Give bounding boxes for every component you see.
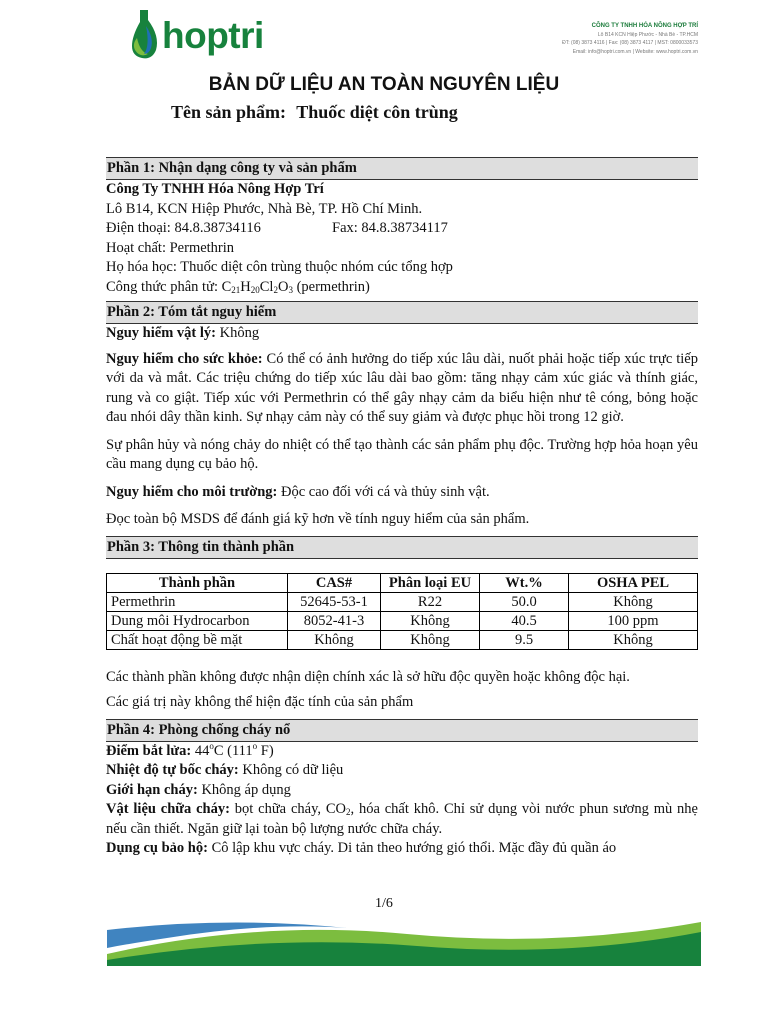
protective-equipment: Dụng cụ bảo hộ: Cô lập khu vực cháy. Di tản theo hướng gió thổi. Mặc đầy đủ quần áo xyxy=(106,840,617,856)
extinguishing-media: Vật liệu chữa cháy: bọt chữa cháy, $CO_2$, hóa chất khô. Chỉ sử dụng vòi nước phun sương mù nhẹ nếu cần thiết. Ngăn giữ lại toàn bộ lượng nước chữa cháy. xyxy=(106,801,698,837)
table-cell: Permethrin xyxy=(107,592,288,611)
company-name-header: CÔNG TY TNHH HÓA NÔNG HỢP TRÍ xyxy=(591,23,698,29)
section-3-heading: Phần 3: Thông tin thành phần xyxy=(106,536,698,559)
flash-point: Điểm bắt lửa: 44$^o$C (111$^o$ F) xyxy=(106,740,274,759)
table-cell: 9.5 xyxy=(480,630,569,649)
molecular-formula: Công thức phân tử: $C_{21}H_{20}Cl_2O_3$ (permethrin) xyxy=(106,278,370,295)
document-title: BẢN DỮ LIỆU AN TOÀN NGUYÊN LIỆU xyxy=(208,74,560,95)
section-4-heading: Phần 4: Phòng chống cháy nổ xyxy=(106,719,698,742)
table-cell: Không xyxy=(569,592,698,611)
table-cell: 8052-41-3 xyxy=(288,611,381,630)
company-email-header: Email: info@hoptri.com.vn | Website: www.hoptri.com.vn xyxy=(572,48,698,55)
table-cell: Không xyxy=(569,630,698,649)
hoptri-logo xyxy=(126,8,296,64)
company-name: Công Ty TNHH Hóa Nông Hợp Trí xyxy=(106,181,324,197)
company-address: Lô B14, KCN Hiệp Phước, Nhà Bè, TP. Hồ Chí Minh. xyxy=(106,200,423,217)
fax-text: Fax: 84.8.38734117 xyxy=(332,220,448,236)
decomposition-text: Sự phân hủy và nóng chảy do nhiệt có thể tạo thành các sản phẩm phụ độc. Trường hợp hỏa hoạn yêu cầu mang dụng cụ bảo hộ. xyxy=(106,436,698,472)
chemical-family: Họ hóa học: Thuốc diệt côn trùng thuộc nhóm cúc tổng hợp xyxy=(106,259,453,275)
company-contact-block xyxy=(498,22,698,56)
phone-text: Điện thoại: 84.8.38734116 xyxy=(106,220,261,236)
physical-hazard: Nguy hiểm vật lý: Không xyxy=(106,325,260,341)
table-cell: Dung môi Hydrocarbon xyxy=(107,611,288,630)
product-label: Tên sản phẩm: xyxy=(171,102,287,122)
column-header: CAS# xyxy=(288,573,381,592)
flammable-limits: Giới hạn cháy: Không áp dụng xyxy=(106,781,291,798)
document-body xyxy=(106,157,698,859)
table-cell: Không xyxy=(381,611,480,630)
table-row xyxy=(107,592,698,611)
product-name: Thuốc diệt côn trùng xyxy=(296,102,458,122)
column-header: Wt.% xyxy=(480,573,569,592)
column-header: Thành phần xyxy=(107,573,288,592)
table-row xyxy=(107,611,698,630)
environment-hazard: Nguy hiểm cho môi trường: Độc cao đối với cá và thủy sinh vật. xyxy=(106,483,490,500)
table-cell: 50.0 xyxy=(480,592,569,611)
read-msds-text: Đọc toàn bộ MSDS để đánh giá kỹ hơn về tính nguy hiểm của sản phẩm. xyxy=(106,511,530,527)
table-cell: Chất hoạt động bề mặt xyxy=(107,630,288,649)
column-header: Phân loại EU xyxy=(381,573,480,592)
logo-wordmark: hoptri xyxy=(162,15,264,56)
company-phone-header: ĐT: (08) 3873 4116 | Fax: (08) 3873 4117 | MST: 0800033573 xyxy=(562,40,698,46)
flask-drop-icon xyxy=(126,8,166,64)
composition-table xyxy=(106,573,698,650)
table-cell: 40.5 xyxy=(480,611,569,630)
table-cell: 52645-53-1 xyxy=(288,592,381,611)
health-hazard: Nguy hiểm cho sức khỏe: Có thể có ảnh hưởng do tiếp xúc lâu dài, nuốt phải hoặc tiếp xúc trực tiếp với da và mắt. Các triệu chứng do tiếp xúc lâu dài bao gồm: tăng nhạy cảm xúc giác và thính giác, rung và co giật. Tiếp xúc với Permethrin có thể gây nhạy cảm da biểu hiện như tê cóng, bỏng hoặc đau nhói dây thần kinh. Sự nhạy cảm này có thể suy giảm và được phục hồi trong 12 giờ. xyxy=(106,350,698,425)
autoignition: Nhiệt độ tự bốc cháy: Không có dữ liệu xyxy=(106,762,344,778)
composition-note-2: Các giá trị này không thể hiện đặc tính của sản phẩm xyxy=(106,694,414,710)
page-number: 1/6 xyxy=(375,896,393,911)
section-2-heading: Phần 2: Tóm tắt nguy hiểm xyxy=(106,301,698,324)
company-address-header: Lô B14 KCN Hiệp Phước - Nhà Bè - TP.HCM xyxy=(597,31,698,38)
table-cell: Không xyxy=(288,630,381,649)
composition-note-1: Các thành phần không được nhận diện chính xác là sở hữu độc quyền hoặc không độc hại. xyxy=(106,668,630,685)
table-cell: R22 xyxy=(381,592,480,611)
column-header: OSHA PEL xyxy=(569,573,698,592)
table-header-row xyxy=(107,573,698,592)
footer-wave-graphic xyxy=(107,912,701,966)
active-ingredient: Hoạt chất: Permethrin xyxy=(106,239,235,256)
contact-line xyxy=(106,219,698,239)
table-row xyxy=(107,630,698,649)
product-name-line xyxy=(171,100,464,124)
section-1-heading: Phần 1: Nhận dạng công ty và sản phẩm xyxy=(106,157,698,180)
table-cell: 100 ppm xyxy=(569,611,698,630)
table-cell: Không xyxy=(381,630,480,649)
